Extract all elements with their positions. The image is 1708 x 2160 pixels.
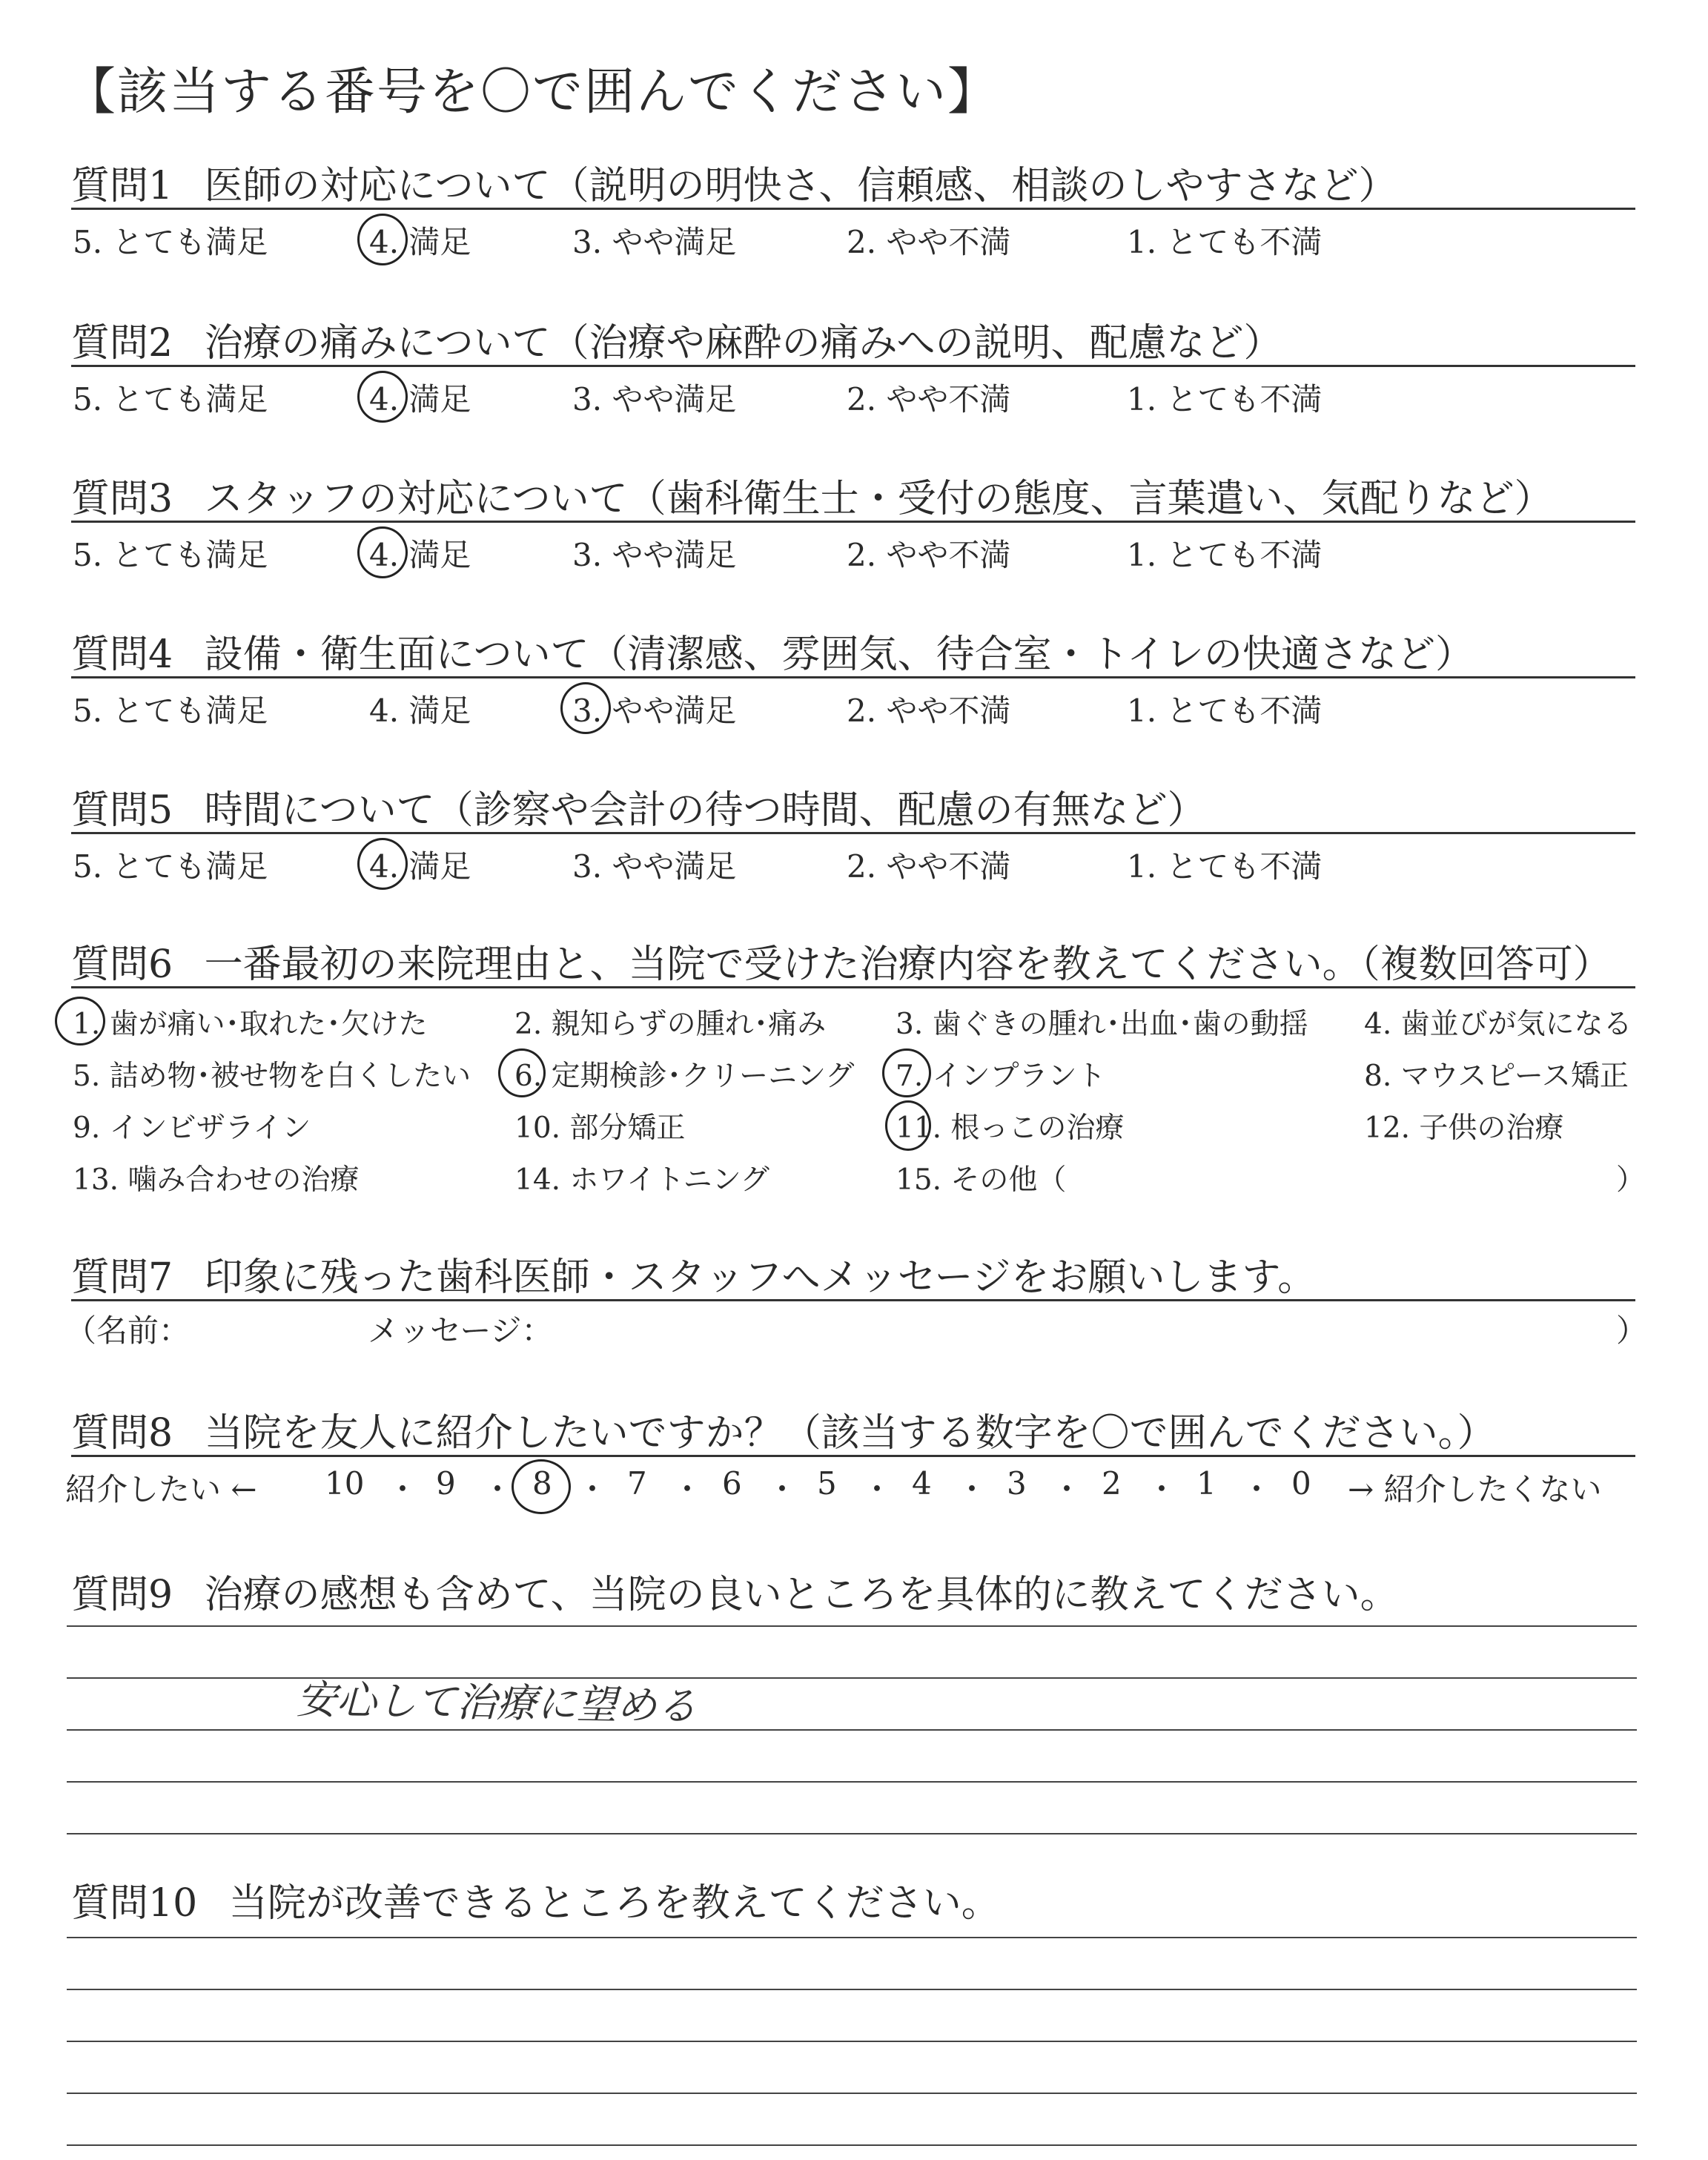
question-6-label: 質問6: [71, 942, 173, 987]
q9-answer-line: [67, 1729, 1637, 1731]
q1-option-1[interactable]: 1. とても不満: [1127, 224, 1323, 260]
q8-dot-4: ・: [672, 1471, 704, 1507]
q10-answer-line: [67, 2144, 1637, 2146]
question-4-heading: [71, 623, 1474, 678]
q1-option-4[interactable]: 4. 満足: [369, 224, 471, 260]
question-4-text: 設備・衛生面について（清潔感、雰囲気、待合室・トイレの快適さなど）: [204, 633, 1474, 677]
question-5-label: 質問5: [71, 788, 173, 833]
question-5-heading: [71, 779, 1206, 834]
q4-option-5[interactable]: 5. とても満足: [73, 693, 268, 729]
q1-option-2[interactable]: 2. やや不満: [847, 224, 1011, 260]
question-2-rule: [71, 365, 1635, 367]
question-10-label: 質問10: [71, 1881, 198, 1926]
q9-handwritten-answer: 安心して治療に望める: [296, 1676, 698, 1730]
question-6-text: 一番最初の来院理由と、当院で受けた治療内容を教えてください。（複数回答可）: [204, 942, 1612, 987]
question-3-heading: [71, 467, 1553, 523]
q6-selection-circle-11: [885, 1100, 931, 1151]
q2-option-2[interactable]: 2. やや不満: [847, 381, 1011, 417]
q8-scale-4[interactable]: 4: [912, 1465, 932, 1502]
q8-scale-3[interactable]: 3: [1007, 1465, 1027, 1502]
q9-answer-line: [67, 1625, 1637, 1627]
q8-scale-0[interactable]: 0: [1291, 1465, 1311, 1502]
question-4-label: 質問4: [71, 633, 173, 677]
q3-option-3[interactable]: 3. やや満足: [572, 537, 737, 573]
q4-option-1[interactable]: 1. とても不満: [1127, 693, 1323, 729]
q1-option-5[interactable]: 5. とても満足: [73, 224, 268, 260]
q1-selection-circle: [357, 214, 408, 265]
q10-answer-line: [67, 1989, 1637, 1990]
question-8-text: 当院を友人に紹介したいですか？（該当する数字を〇で囲んでください。）: [204, 1411, 1496, 1456]
q6-item-10[interactable]: 10. 部分矯正: [514, 1112, 686, 1145]
q3-option-2[interactable]: 2. やや不満: [847, 537, 1011, 573]
q3-option-4[interactable]: 4. 満足: [369, 537, 471, 573]
q8-dot-2: ・: [482, 1471, 514, 1507]
q10-answer-line: [67, 1937, 1637, 1938]
q9-answer-line: [67, 1833, 1637, 1834]
q2-option-5[interactable]: 5. とても満足: [73, 381, 268, 417]
q8-dot-7: ・: [956, 1471, 988, 1507]
question-2-label: 質問2: [71, 321, 173, 366]
q9-answer-line: [67, 1781, 1637, 1783]
q7-message-field[interactable]: [563, 1307, 1601, 1348]
q8-dot-10: ・: [1241, 1471, 1273, 1507]
q4-option-3[interactable]: 3. やや満足: [572, 693, 737, 729]
q8-scale-7[interactable]: 7: [627, 1465, 647, 1502]
q8-left-label: 紹介したい ←: [65, 1471, 257, 1507]
question-7-rule: [71, 1299, 1635, 1301]
q10-answer-line: [67, 2093, 1637, 2094]
q8-scale-6[interactable]: 6: [722, 1465, 742, 1502]
q6-selection-circle-7: [882, 1048, 931, 1097]
q8-dot-3: ・: [577, 1471, 609, 1507]
question-9-label: 質問9: [71, 1573, 173, 1617]
q2-selection-circle: [357, 371, 408, 423]
q8-dot-9: ・: [1146, 1471, 1178, 1507]
question-8-heading: [71, 1401, 1496, 1457]
q8-dot-5: ・: [767, 1471, 798, 1507]
q5-option-5[interactable]: 5. とても満足: [73, 848, 268, 885]
question-5-text: 時間について（診察や会計の待つ時間、配慮の有無など）: [204, 788, 1206, 833]
question-3-rule: [71, 521, 1635, 523]
q4-option-2[interactable]: 2. やや不満: [847, 693, 1011, 729]
q6-selection-circle-1: [55, 997, 105, 1046]
q7-name-field[interactable]: [178, 1307, 356, 1348]
q8-scale-5[interactable]: 5: [817, 1465, 837, 1502]
q4-selection-circle: [560, 682, 611, 734]
q6-item-11[interactable]: 11. 根っこの治療: [896, 1112, 1125, 1145]
q8-scale-8[interactable]: 8: [532, 1465, 552, 1502]
question-2-heading: [71, 311, 1282, 367]
question-4-rule: [71, 676, 1635, 678]
q8-dot-8: ・: [1051, 1471, 1083, 1507]
question-10-heading: [71, 1872, 1000, 1927]
q6-item-9[interactable]: 9. インビザライン: [73, 1112, 311, 1145]
q8-dot-1: ・: [387, 1471, 419, 1507]
q5-option-2[interactable]: 2. やや不満: [847, 848, 1011, 885]
q8-scale-10[interactable]: 10: [325, 1465, 365, 1502]
q3-selection-circle: [357, 526, 408, 578]
q6-item-3[interactable]: 3. 歯ぐきの腫れ･出血･歯の動揺: [896, 1008, 1308, 1041]
q2-option-4[interactable]: 4. 満足: [369, 381, 471, 417]
q7-close-paren: ）: [1616, 1312, 1648, 1349]
page-title: 【該当する番号を〇で囲んでください】: [65, 63, 1000, 122]
q7-name-label: （名前：: [65, 1312, 191, 1349]
question-8-label: 質問8: [71, 1411, 173, 1456]
q5-selection-circle: [357, 838, 408, 890]
q2-option-1[interactable]: 1. とても不満: [1127, 381, 1323, 417]
q3-option-5[interactable]: 5. とても満足: [73, 537, 268, 573]
question-1-heading: [71, 154, 1397, 210]
question-7-label: 質問7: [71, 1255, 173, 1300]
q6-item-14[interactable]: 14. ホワイトニング: [514, 1163, 769, 1197]
q3-option-1[interactable]: 1. とても不満: [1127, 537, 1323, 573]
q8-scale-9[interactable]: 9: [436, 1465, 456, 1502]
q6-item-12[interactable]: 12. 子供の治療: [1364, 1112, 1564, 1145]
q6-item-7[interactable]: 7. インプラント: [896, 1060, 1106, 1093]
q6-item-15[interactable]: 15. その他（: [896, 1163, 1067, 1197]
q6-item-8[interactable]: 8. マウスピース矯正: [1364, 1060, 1629, 1093]
q7-message-label: メッセージ：: [368, 1312, 553, 1349]
question-7-text: 印象に残った歯科医師・スタッフへメッセージをお願いします。: [204, 1255, 1317, 1300]
q1-option-3[interactable]: 3. やや満足: [572, 224, 737, 260]
q6-item-5[interactable]: 5. 詰め物･被せ物を白くしたい: [73, 1060, 471, 1093]
question-10-text: 当院が改善できるところを教えてください。: [228, 1881, 1000, 1926]
q6-selection-circle-6: [498, 1048, 546, 1097]
q8-dot-6: ・: [861, 1471, 893, 1507]
q6-item-2[interactable]: 2. 親知らずの腫れ･痛み: [514, 1008, 827, 1041]
q6-item-4[interactable]: 4. 歯並びが気になる: [1364, 1008, 1632, 1041]
question-6-heading: [71, 933, 1612, 988]
q2-option-3[interactable]: 3. やや満足: [572, 381, 737, 417]
q5-option-3[interactable]: 3. やや満足: [572, 848, 737, 885]
q5-option-1[interactable]: 1. とても不満: [1127, 848, 1323, 885]
q6-item-13[interactable]: 13. 噛み合わせの治療: [73, 1163, 360, 1197]
q6-item-6[interactable]: 6. 定期検診･クリーニング: [514, 1060, 855, 1093]
q6-item-15-close: ）: [1616, 1163, 1646, 1197]
question-8-rule: [71, 1455, 1635, 1457]
q4-option-4[interactable]: 4. 満足: [369, 693, 471, 729]
question-7-heading: [71, 1246, 1316, 1301]
question-3-label: 質問3: [71, 477, 173, 521]
q5-option-4[interactable]: 4. 満足: [369, 848, 471, 885]
question-1-label: 質問1: [71, 164, 173, 208]
question-5-rule: [71, 832, 1635, 834]
question-1-text: 医師の対応について（説明の明快さ、信頼感、相談のしやすさなど）: [204, 164, 1397, 208]
question-9-text: 治療の感想も含めて、当院の良いところを具体的に教えてください。: [204, 1573, 1399, 1617]
q8-scale-2[interactable]: 2: [1102, 1465, 1122, 1502]
question-1-rule: [71, 208, 1635, 210]
q8-right-label: → 紹介したくない: [1348, 1471, 1602, 1507]
question-9-heading: [71, 1563, 1399, 1619]
q8-selection-circle: [512, 1459, 571, 1514]
question-2-text: 治療の痛みについて（治療や麻酔の痛みへの説明、配慮など）: [204, 321, 1282, 366]
q8-scale-1[interactable]: 1: [1196, 1465, 1217, 1502]
question-6-rule: [71, 986, 1635, 988]
question-3-text: スタッフの対応について（歯科衛生士・受付の態度、言葉遣い、気配りなど）: [204, 477, 1553, 521]
q10-answer-line: [67, 2041, 1637, 2042]
q6-item-1[interactable]: 1. 歯が痛い･取れた･欠けた: [73, 1008, 428, 1041]
